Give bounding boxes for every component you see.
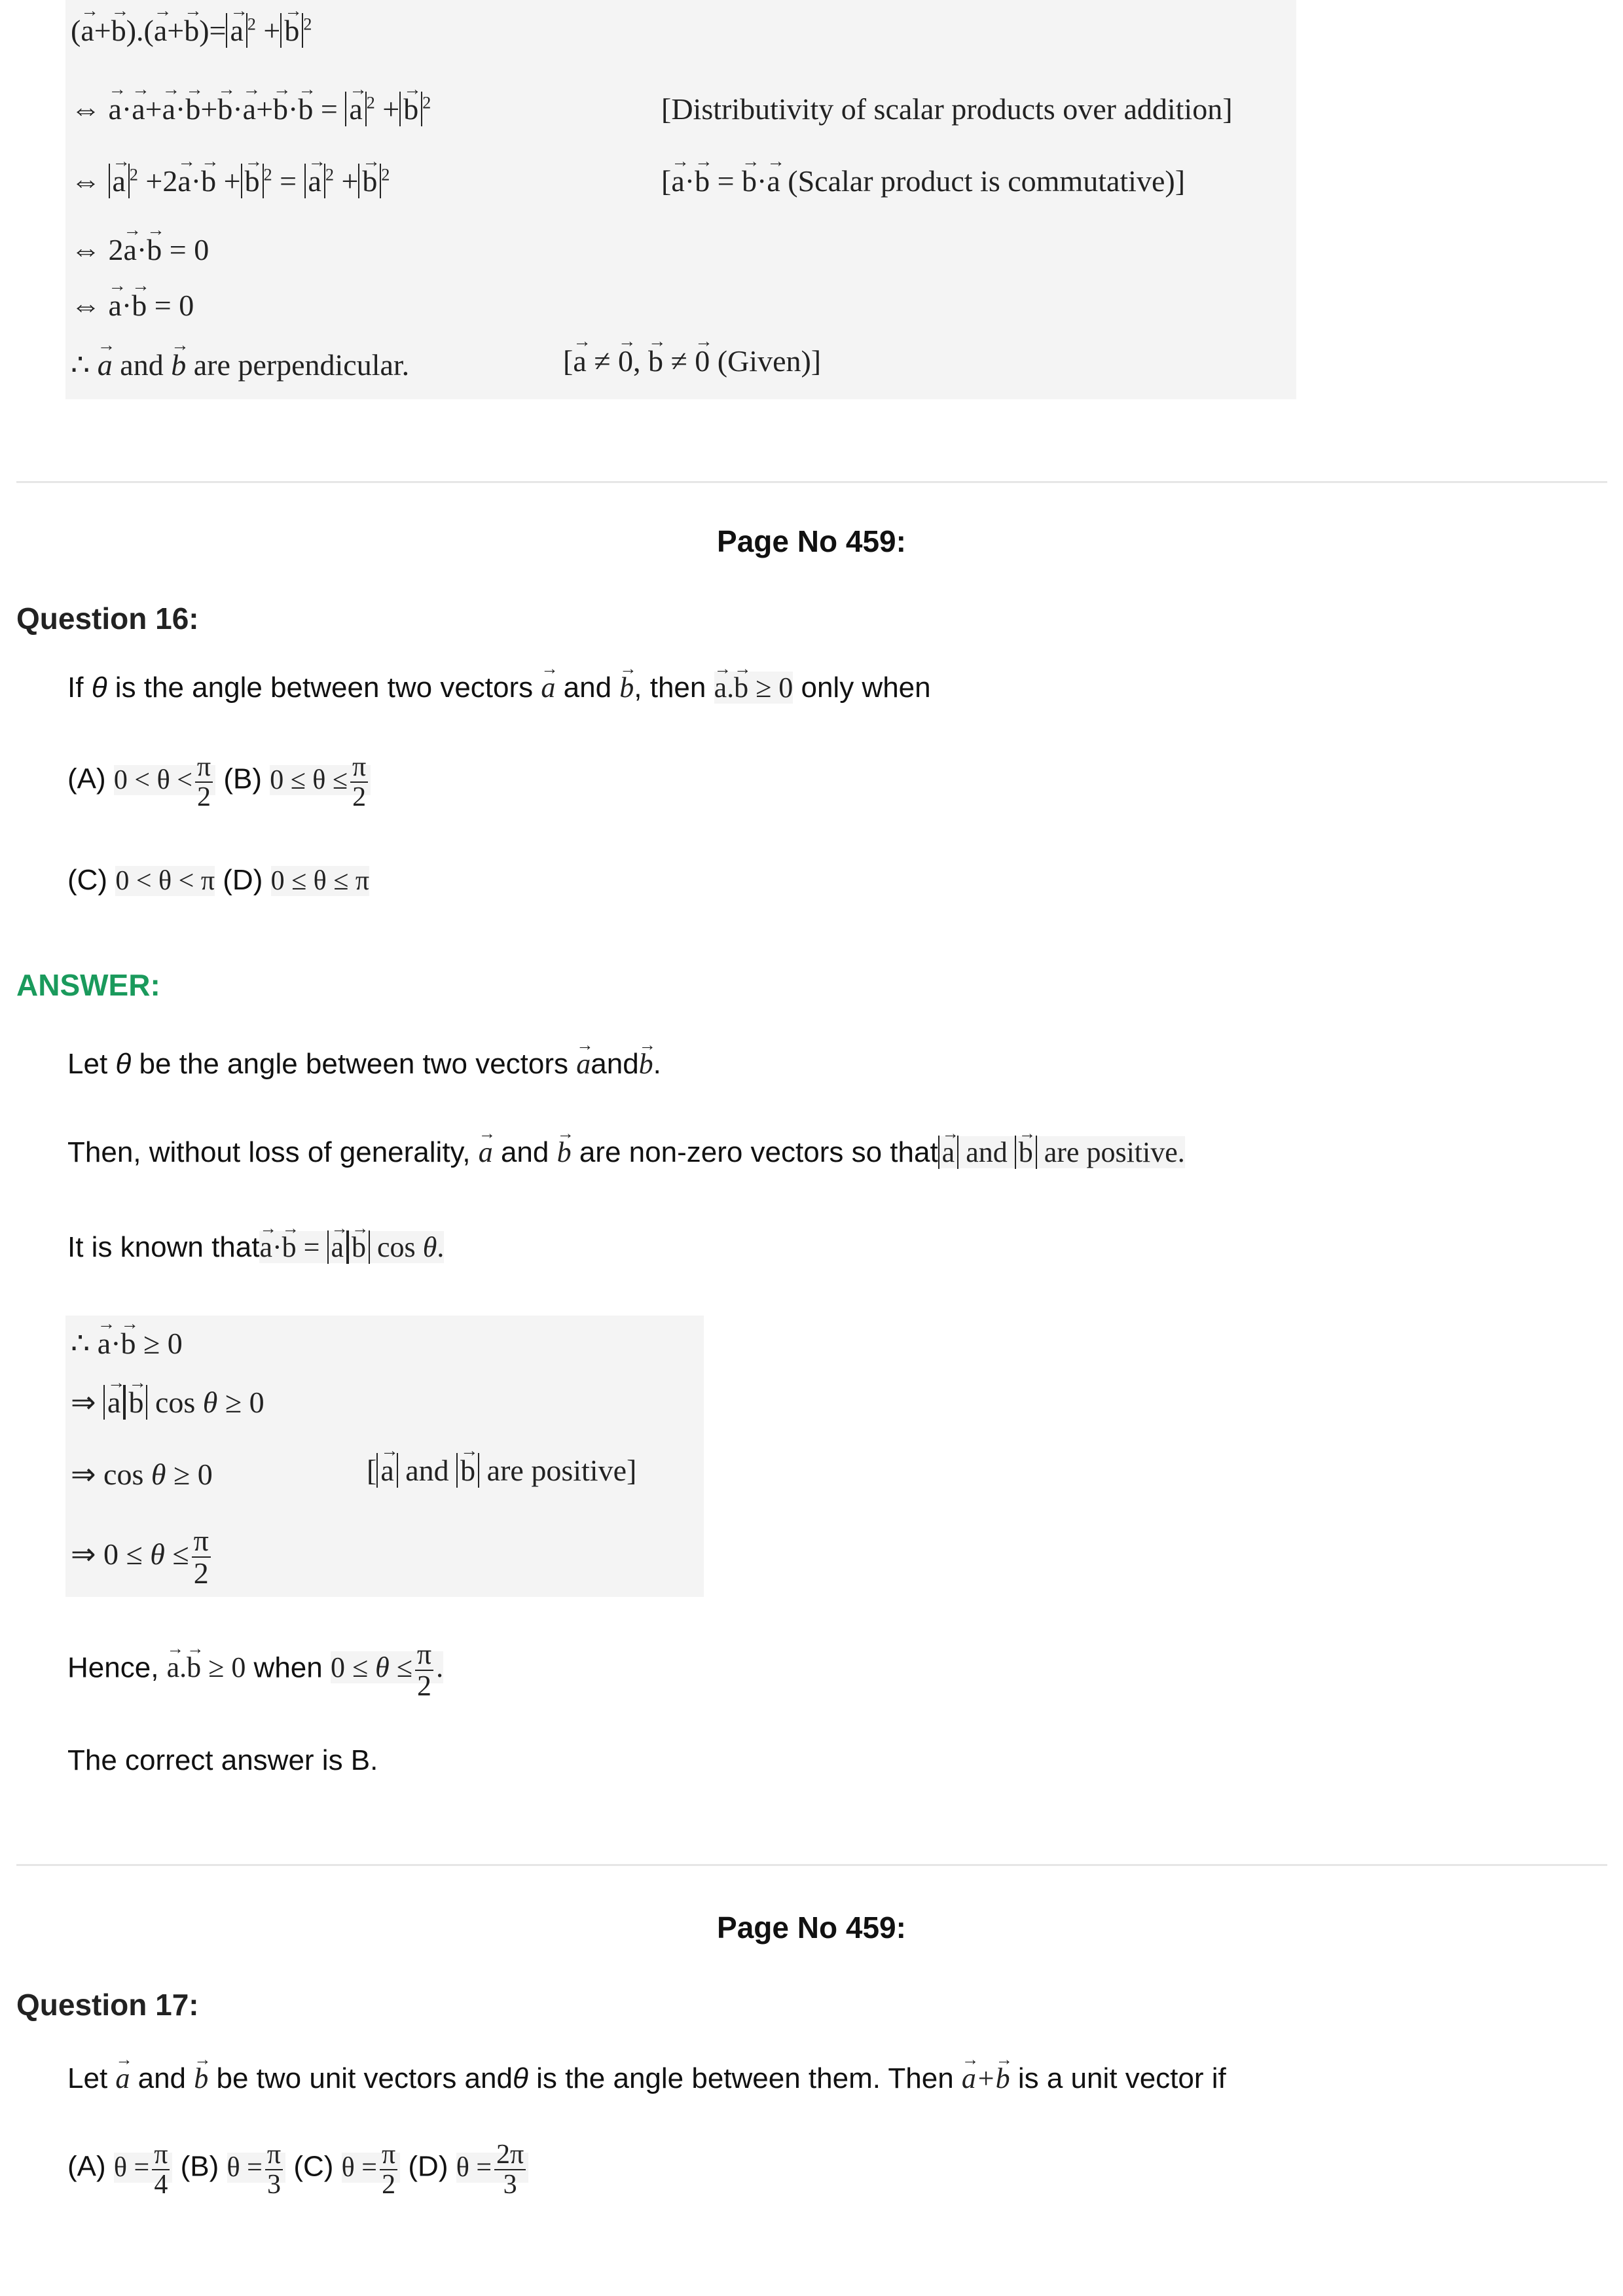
eq-line-5: ⇔ → a·→ b = 0 <box>71 288 194 323</box>
answer-label: ANSWER: <box>16 968 160 1002</box>
divider-1 <box>16 481 1607 483</box>
eq-line-1: (→ a+→ b).(→ a+→ b)=→ a $^2$ +→ b $^2$ <box>71 13 312 48</box>
answer-line-3: It is known that→ a·→ b = → a→ b cos θ. <box>67 1230 444 1264</box>
option-a-label: (A) <box>67 762 106 795</box>
q17-option-b-label: (B) <box>180 2150 219 2183</box>
eq-line-6: ∴ → a and → b are perpendicular. <box>71 347 409 382</box>
question-17-text: Let → a and → b be two unit vectors andθ is the angle between them. Then → a+→ b is a unit vector if <box>67 2062 1226 2095</box>
option-c: 0 < θ < π <box>115 866 215 896</box>
eq-line-3: ⇔ → a $^2$ +2→ a·→ b +→ b $^2$ = → a $^2$ +→ b $^2$ <box>71 164 390 198</box>
question-16-options-cd <box>67 864 369 897</box>
q17-option-a-label: (A) <box>67 2150 106 2183</box>
derivation-step-4: ⇒ 0 ≤ θ ≤ $\frac{\pi}{2}$ <box>71 1525 213 1590</box>
eq-line-2-note: [Distributivity of scalar products over addition] <box>661 92 1233 126</box>
q17-option-d: θ = $\frac{2\pi}{3}$ <box>456 2153 529 2183</box>
derivation-step-3-note: [→ a and → b are positive] <box>367 1453 636 1488</box>
option-a: 0 < θ < $\frac{\pi}{2}$ <box>114 765 215 795</box>
correct-answer: The correct answer is B. <box>67 1744 378 1776</box>
q17-option-b: θ = $\frac{\pi}{3}$ <box>227 2153 286 2183</box>
question-16-text: If θ is the angle between two vectors → a and → b, then → a.→ b ≥ 0 only when <box>67 671 931 704</box>
divider-2 <box>16 1864 1607 1866</box>
option-b-label: (B) <box>223 762 262 795</box>
answer-line-1: Let θ be the angle between two vectors → aand→ b. <box>67 1047 661 1081</box>
q17-option-a: θ = $\frac{\pi}{4}$ <box>114 2153 173 2183</box>
eq-line-2: ⇔ → a·→ a+→ a·→ b+→ b·→ a+→ b·→ b = → a $^2$ +→ b $^2$ <box>71 92 431 126</box>
eq-line-3-note: [→ a·→ b = → b·→ a (Scalar product is commutative)] <box>661 164 1185 198</box>
page-number-heading: Page No 459: <box>717 524 906 558</box>
eq-line-4: ⇔ 2→ a·→ b = 0 <box>71 232 209 267</box>
option-d-label: (D) <box>223 864 263 896</box>
q17-option-c: θ = $\frac{\pi}{2}$ <box>342 2153 401 2183</box>
answer-line-2: Then, without loss of generality, → a and → b are non-zero vectors so that→ a and → b are positive. <box>67 1136 1185 1169</box>
q17-option-d-label: (D) <box>408 2150 448 2183</box>
hence-line: Hence, → a.→ b ≥ 0 when 0 ≤ θ ≤ $\frac{\pi}{2}$ . <box>67 1640 443 1701</box>
question-16-options-ab <box>67 753 371 812</box>
page-number-heading-2: Page No 459: <box>717 1910 906 1945</box>
question-17-title: Question 17: <box>16 1988 199 2022</box>
derivation-step-2: ⇒ → a→ b cos θ ≥ 0 <box>71 1384 264 1420</box>
top-math-block <box>65 0 1296 399</box>
q17-option-c-label: (C) <box>293 2150 334 2183</box>
derivation-step-1: ∴ → a·→ b ≥ 0 <box>71 1325 183 1361</box>
derivation-step-3: ⇒ cos θ ≥ 0 <box>71 1458 213 1491</box>
option-d: 0 ≤ θ ≤ π <box>270 866 370 896</box>
option-c-label: (C) <box>67 864 108 896</box>
question-17-options <box>67 2140 528 2199</box>
eq-line-6-note: [→ a ≠ → 0, → b ≠ → 0 (Given)] <box>563 344 821 378</box>
option-b: 0 ≤ θ ≤ $\frac{\pi}{2}$ <box>270 765 371 795</box>
question-16-title: Question 16: <box>16 601 199 636</box>
